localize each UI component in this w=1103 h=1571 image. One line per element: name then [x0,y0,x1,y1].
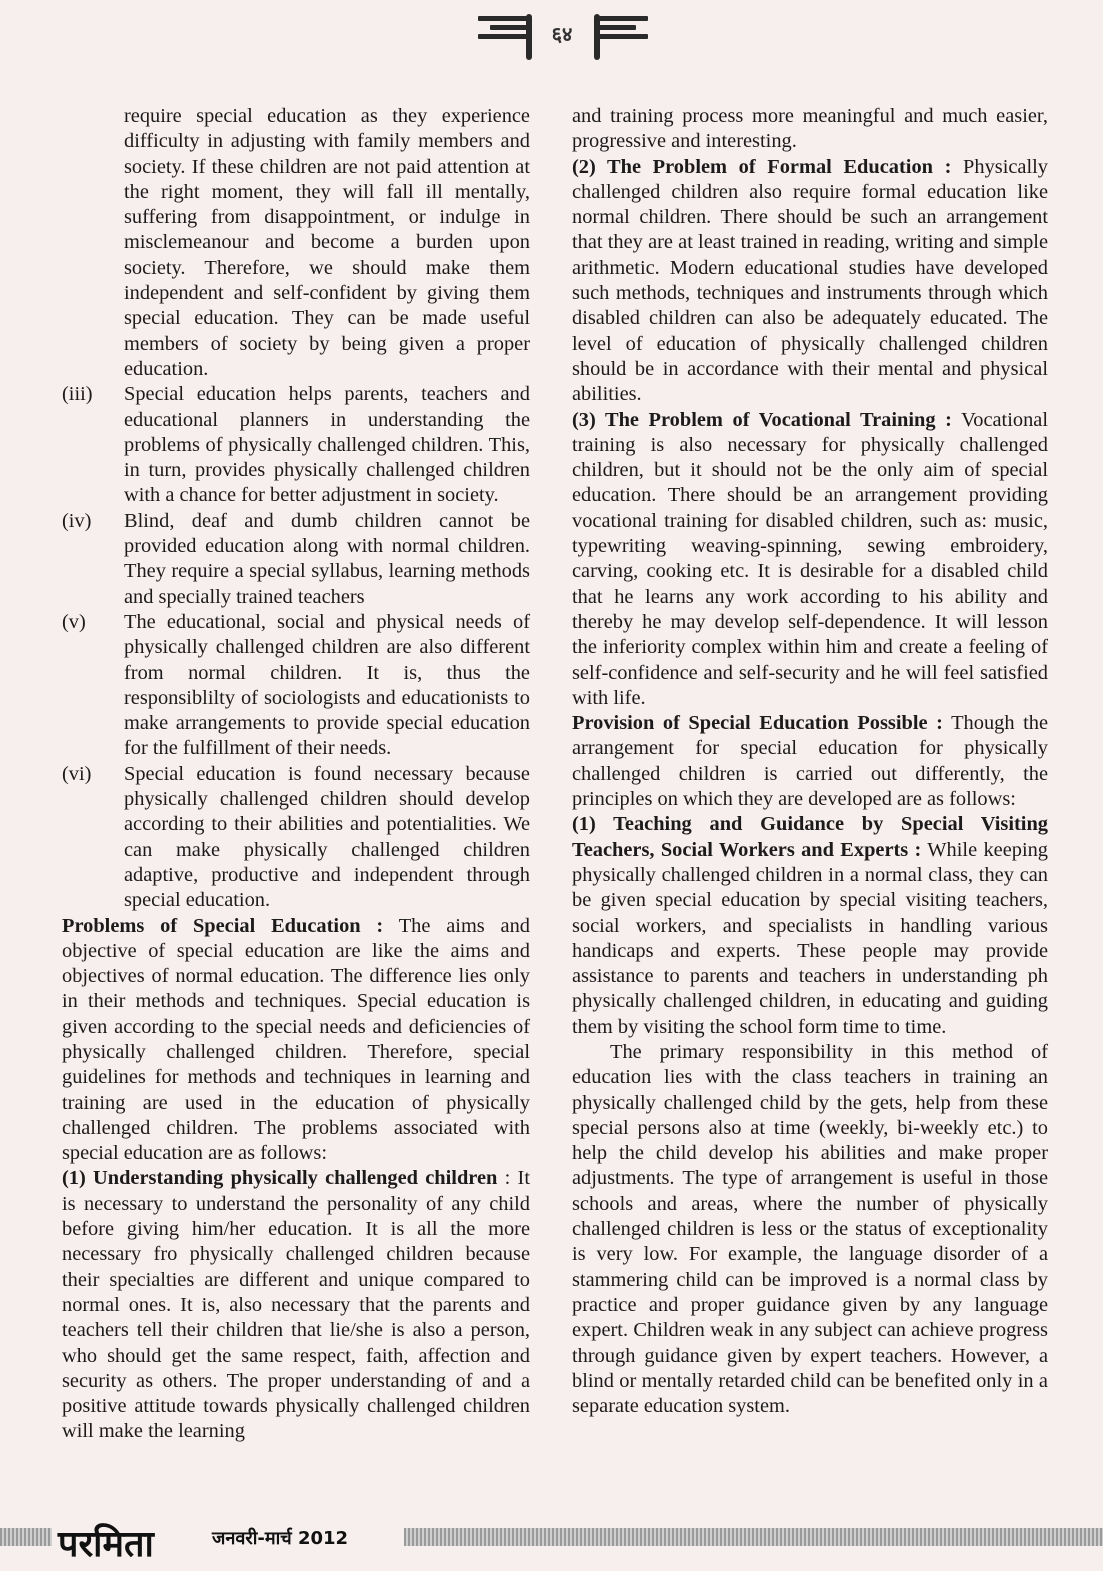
formal-education-text: Physically challenged children also require formal education like normal children. There should be such an arrangement that they are at least trained in reading, writing and simple arithmetic. Modern educational studies have developed such methods, techniques and instruments through which disabled children can also be adequately educated. The level of education of physically challenged children should be in accordance with their mental and physical abilities. [572,155,1048,406]
right-continuation: and training process more meaningful and much easier, progressive and interesting. [572,105,1048,153]
vocational-heading: (3) The Problem of Vocational Training : [572,408,952,431]
list-item-number: (iv) [62,509,92,532]
footer-strip-right [404,1528,1103,1546]
right-column [572,104,1048,1419]
list-item-number: (iii) [62,383,93,406]
formal-education-heading: (2) The Problem of Formal Education : [572,155,952,178]
understanding-heading: (1) Understanding physically challenged children [62,1167,498,1190]
footer-strip-left [0,1528,52,1546]
magazine-logo: परमिता [58,1524,154,1565]
provision-text: Though the arrangement for special education for physically challenged children is carried out differently, the principles on which they are developed are as follows: [572,712,1048,811]
list-item-text: Special education is found necessary because physically challenged children should develop according to their abilities and potentialities. We can make physically challenged children adaptive, productive and independent through special education. [124,762,530,912]
teaching-text: While keeping physically challenged children in a normal class, they can be given special education by special visiting teachers, social workers, and specialists in handling various handicaps and experts. These people may provide assistance to parents and teachers in understanding ph physically challenged children, in educating and guiding them by visiting the school form time to time. [572,838,1048,1038]
header-ornament-right [596,16,648,46]
understanding-text: : It is necessary to understand the personality of any child before giving him/her education. It is all the more necessary fro physically challenged children because their specialties are different and unique compared to normal ones. It is, also necessary that the parents and teachers tell their children that lie/she is also a person, who should get the same respect, faith, affection and security as others. The proper understanding of and a positive attitude towards physically challenged children will make the learning [62,1167,531,1443]
teaching-paragraph [572,812,1048,1040]
left-column [62,104,530,1445]
page-number: ६४ [551,22,573,46]
list-item-text: The educational, social and physical needs of physically challenged children are also different from normal children. It is, thus the responsiblilty of sociologists and educationists to make arrangements to provide special education for the fulfillment of their needs. [124,610,530,760]
provision-paragraph [572,711,1048,812]
list-item-iii [62,382,530,508]
responsibility-paragraph: The primary responsibility in this method of education lies with the class teachers in training an physically challenged child by the gets, help from these special persons also at time (weekly, bi-weekly etc.) to help the child develop his abilities and make proper adjustments. The type of arrangement is useful in those schools and areas, where the number of physically challenged children is less or the status of exceptionality is very low. For example, the language disorder of a stammering child can be improved is a normal class by practice and proper guidance given by any language expert. Children weak in any subject can achieve progress through guidance given by expert teachers. However, a blind or mentally retarded child can be benefited only in a separate education system. [572,1040,1048,1418]
understanding-paragraph [62,1166,530,1444]
formal-education-paragraph [572,155,1048,408]
header-ornament-left [478,16,530,46]
problems-heading: Problems of Special Education : [62,914,384,937]
list-item-v [62,610,530,762]
teaching-heading: (1) Teaching and Guidance by Special Visiting Teachers, Social Workers and Experts : [572,813,1048,861]
problems-text: The aims and objective of special education are like the aims and objectives of normal education. The difference lies only in their methods and techniques. Special education is given according to the special needs and deficiencies of physically challenged children. Therefore, special guidelines for methods and techniques in learning and training are used in the education of physically challenged children. The problems associated with special education are as follows: [62,914,531,1165]
provision-heading: Provision of Special Education Possible : [572,712,943,735]
page-header [0,8,1103,60]
page-footer [0,1520,1103,1571]
list-item-iv [62,509,530,610]
vocational-paragraph [572,408,1048,712]
list-item-number: (v) [62,610,86,633]
list-item-vi [62,762,530,914]
vocational-text: Vocational training is also necessary for physically challenged children, but it should not be the only aim of special education. There should be an arrangement providing vocational training for disabled children, such as: music, typewriting weaving-spinning, sewing embroidery, carving, cooking etc. It is desirable for a disabled child that he learns any work according to his ability and thereby he may develop self-dependence. It will lesson the inferiority complex within him and create a feeling of self-confidence and self-security and he will feel satisfied with life. [572,408,1048,709]
list-item-text: Blind, deaf and dumb children cannot be provided education along with normal children. They require a special syllabus, learning methods and specially trained teachers [124,509,530,608]
intro-continuation: require special education as they experience difficulty in adjusting with family members and society. If these children are not paid attention at the right moment, they will fall ill mentally, suffering from disappointment, or indulge in misclemeanour and become a burden upon society. Therefore, we should make them independent and self-confident by giving them special education. They can be made useful members of society by being given a proper education. [124,105,530,380]
issue-date: जनवरी-मार्च 2012 [212,1528,349,1549]
list-item-number: (vi) [62,762,92,785]
list-item-text: Special education helps parents, teachers and educational planners in understanding the problems of physically challenged children. This, in turn, provides physically challenged children with a chance for better adjustment in society. [124,383,530,507]
problems-paragraph [62,914,530,1167]
